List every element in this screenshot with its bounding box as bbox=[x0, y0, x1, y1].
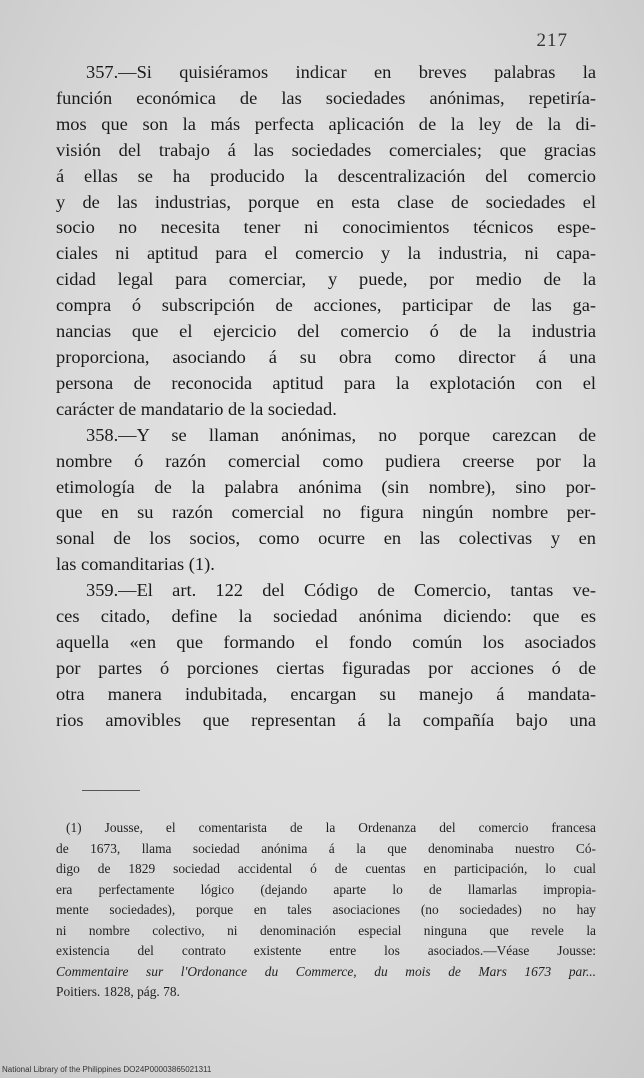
paragraph-line: las comanditarias (1). bbox=[56, 554, 215, 575]
footnote-line: existencia del contrato existente entre los asociados.—Véase Jousse: bbox=[56, 943, 596, 958]
paragraph-line: 358.—Y se llaman anónimas, no porque carezcan de bbox=[86, 424, 596, 445]
paragraph-line: socio no necesita tener ni conocimientos técnicos espe- bbox=[56, 217, 596, 238]
paragraph-line: que en su razón comercial no figura ningún nombre per- bbox=[56, 502, 596, 523]
footnote-line: digo de 1829 sociedad accidental ó de cuentas en participación, lo cual bbox=[56, 861, 596, 876]
paragraph-line: y de las industrias, porque en esta clase de sociedades el bbox=[56, 191, 596, 212]
footnote-divider bbox=[82, 790, 140, 791]
paragraph-line: proporciona, asociando á su obra como director á una bbox=[56, 346, 596, 367]
paragraph-line: 357.—Si quisiéramos indicar en breves palabras la bbox=[86, 62, 596, 82]
footnote-line: Commentaire sur l'Ordonance du Commerce, du mois de Mars 1673 par... bbox=[56, 963, 596, 979]
paragraph-line: ciales ni aptitud para el comercio y la industria, ni capa- bbox=[56, 243, 596, 264]
footnote-line: Poitiers. 1828, pág. 78. bbox=[56, 984, 180, 999]
page-number: 217 bbox=[536, 30, 568, 51]
paragraph-line: función económica de las sociedades anónimas, repetiría- bbox=[56, 87, 596, 108]
footnotes bbox=[56, 818, 596, 1003]
footnote-line: ni nombre colectivo, ni denominación especial ninguna que revele la bbox=[56, 922, 596, 938]
paragraph-line: cidad legal para comerciar, y puede, por medio de la bbox=[56, 269, 596, 290]
scan-credit: National Library of the Philippines DO24P00003865021311 bbox=[2, 1065, 212, 1074]
paragraph-line: persona de reconocida aptitud para la explotación con el bbox=[56, 372, 596, 393]
paragraph-line: visión del trabajo á las sociedades comerciales; que gracias bbox=[56, 139, 596, 160]
paragraph-line: carácter de mandatario de la sociedad. bbox=[56, 398, 337, 419]
paragraph-line: rios amovibles que representan á la compañía bajo una bbox=[56, 709, 596, 730]
paragraph-line: mos que son la más perfecta aplicación de la ley de la di- bbox=[56, 113, 596, 134]
paragraph-line: etimología de la palabra anónima (sin nombre), sino por- bbox=[56, 476, 596, 497]
paragraph-line: por partes ó porciones ciertas figuradas por acciones ó de bbox=[56, 657, 596, 678]
footnote-line: mente sociedades), porque en tales asociaciones (no sociedades) no hay bbox=[56, 902, 596, 917]
paragraph-line: sonal de los socios, como ocurre en las colectivas y en bbox=[56, 528, 596, 549]
footnote-line: de 1673, llama sociedad anónima á la que denominaba nuestro Có- bbox=[56, 840, 596, 856]
footnote-line: (1) Jousse, el comentarista de la Ordenanza del comercio francesa bbox=[66, 820, 596, 835]
paragraph-line: 359.—El art. 122 del Código de Comercio, tantas ve- bbox=[86, 580, 596, 601]
paragraph-line: aquella «en que formando el fondo común los asociados bbox=[56, 631, 596, 652]
body-text bbox=[56, 60, 596, 734]
paragraph-line: nombre ó razón comercial como pudiera creerse por la bbox=[56, 450, 596, 471]
paragraph-line: nancias que el ejercicio del comercio ó de la industria bbox=[56, 321, 596, 342]
paragraph-line: ces citado, define la sociedad anónima diciendo: que es bbox=[56, 606, 596, 627]
paragraph-line: compra ó subscripción de acciones, participar de las ga- bbox=[56, 295, 596, 316]
paragraph-line: otra manera indubitada, encargan su manejo á mandata- bbox=[56, 683, 596, 704]
paragraph-line: á ellas se ha producido la descentralización del comercio bbox=[56, 165, 596, 186]
footnote-line: era perfectamente lógico (dejando aparte lo de llamarlas impropia- bbox=[56, 881, 596, 897]
